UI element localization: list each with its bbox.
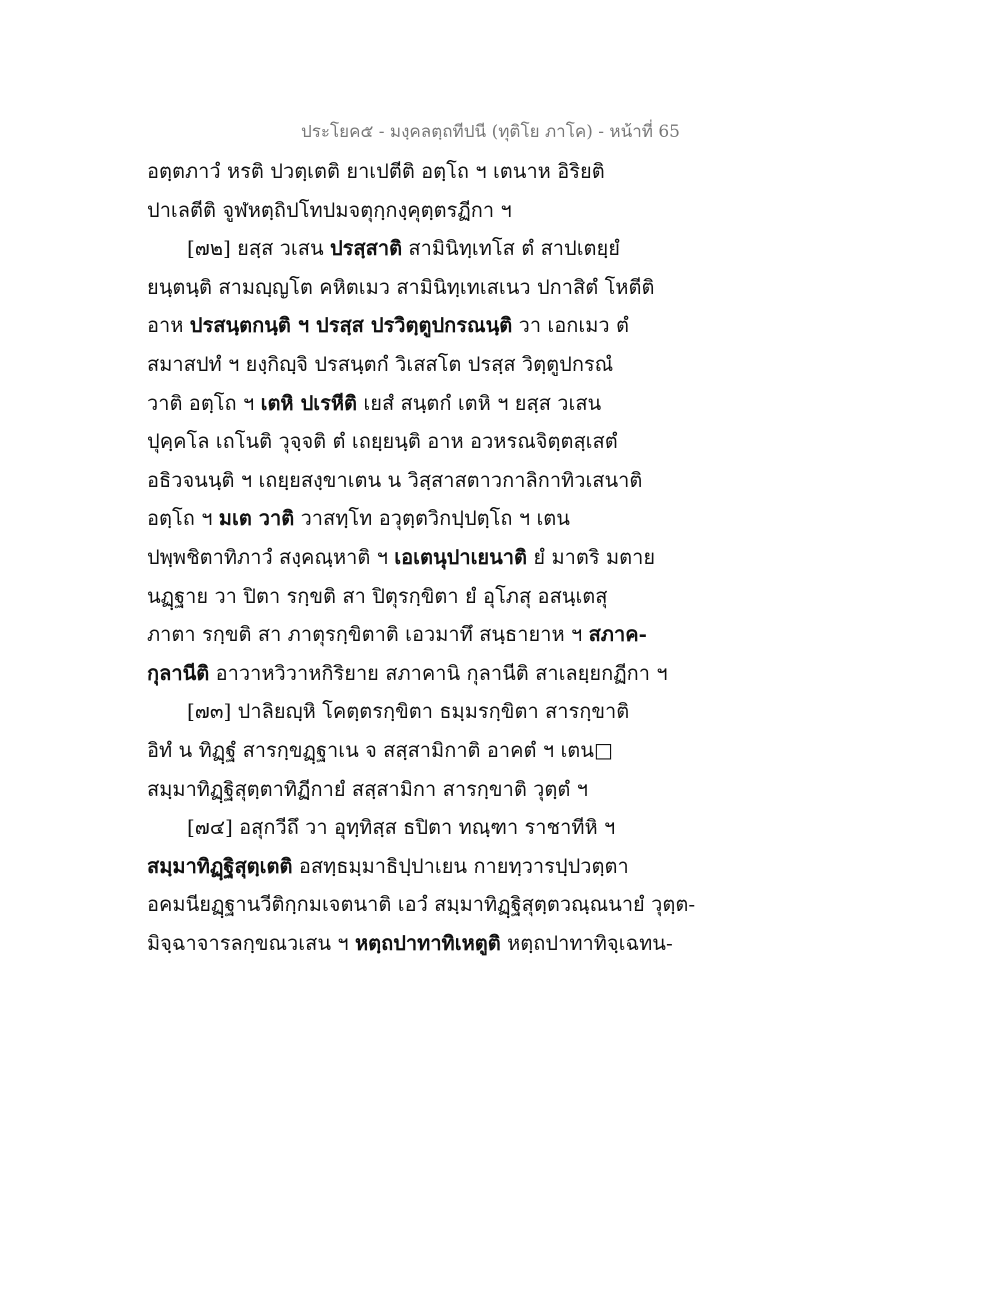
text-segment: วา เอกเมว ตํ — [512, 313, 629, 338]
text-segment: ปาเลตีติ จูฬหตฺถิปโทปมจตุกฺกงฺคุตฺตรฏีกา ฯ — [147, 197, 512, 222]
text-segment: ปพฺพชิตาทิภาวํ สงฺคณฺหาติ ฯ — [147, 544, 395, 569]
text-segment: อาห — [147, 313, 190, 338]
text-line — [147, 731, 657, 770]
text-line — [147, 577, 657, 616]
text-segment: สมาสปทํ ฯ ยงฺกิญฺจิ ปรสนฺตกํ วิเสสโต ปรสฺส วิตฺตูปกรณํ — [147, 351, 614, 376]
text-line — [147, 770, 657, 809]
bold-term: มเต วาติ — [218, 506, 295, 531]
running-header: ประโยค๕ - มงฺคลตฺถทีปนี (ทุติโย ภาโค) - หน้าที่ 65 — [300, 122, 680, 142]
text-segment: นฏฺฐาย วา ปิตา รกฺขติ สา ปิตุรกฺขิตา ยํ อุโภสุ อสนฺเตสุ — [147, 583, 608, 608]
text-segment: ภาตา รกฺขติ สา ภาตุรกฺขิตาติ เอวมาทึ สนฺธายาห ฯ — [147, 622, 589, 647]
text-line — [147, 692, 657, 731]
text-segment: อตฺตภาวํ หรติ ปวตฺเตติ ยาเปตีติ อตฺโถ ฯ เตนาห อิริยติ — [147, 159, 605, 183]
text-segment: อธิวจนนฺติ ฯ เถยฺยสงฺขาเตน น วิสฺสาสตาวกาลิกาทิวเสนาติ — [147, 467, 643, 492]
text-segment: อิทํ น ทิฏฺฐํ สารกฺขฏฺฐาเน จ สสฺสามิกาติ อาคตํ ฯ เตน□ — [147, 737, 613, 762]
text-line — [147, 191, 657, 230]
text-line — [147, 615, 657, 654]
text-segment: วาสทฺโท อวุตฺตวิกปฺปตฺโถ ฯ เตน — [294, 506, 570, 531]
text-segment: [๗๓] ปาลิยญฺหิ โคตฺตรกฺขิตา ธมฺมรกฺขิตา สารกฺขาติ — [187, 699, 630, 724]
text-line — [147, 422, 657, 461]
text-line — [147, 306, 657, 345]
bold-term: หตฺถปาทาทิเหตูติ — [354, 930, 501, 955]
text-line — [147, 847, 657, 886]
bold-term: เตหิ ปเรหีติ — [260, 390, 358, 415]
text-segment: ปุคฺคโล เถโนติ วุจฺจติ ตํ เถยฺยนฺติ อาห อวหรณจิตฺตสฺเสตํ — [147, 429, 618, 454]
text-line — [147, 461, 657, 500]
bold-term: สภาค- — [588, 622, 647, 647]
text-segment: [๗๒] ยสฺส วเสน — [187, 236, 330, 261]
text-line — [147, 885, 696, 924]
text-line — [147, 229, 657, 268]
text-line — [147, 345, 657, 384]
text-line — [147, 538, 657, 577]
text-line — [147, 499, 657, 538]
text-segment: สามินิทฺเทโส ตํ สาปเตยฺยํ — [402, 236, 620, 261]
text-segment: [๗๔] อสุกวีถึ วา อุทฺทิสฺส ธปิตา ทณฺฑา ราชาทีหิ ฯ — [187, 815, 616, 840]
text-segment: ยํ มาตริ มตาย — [527, 544, 656, 569]
text-segment: เยสํ สนฺตกํ เตหิ ฯ ยสฺส วเสน — [357, 390, 602, 415]
body-text — [147, 152, 696, 962]
text-segment: อาวาหวิวาหกิริยาย สภาคานิ กุลานีติ สาเลยฺยกฏีกา ฯ — [209, 660, 668, 685]
bold-term: ปรสฺสาติ — [329, 236, 403, 261]
text-line — [147, 808, 657, 847]
text-segment: มิจฺฉาจารลกฺขณวเสน ฯ — [147, 930, 355, 955]
text-line — [147, 924, 673, 963]
text-line — [147, 152, 657, 191]
bold-term: ปรสนฺตกนฺติ ฯ ปรสฺส ปรวิตฺตูปกรณนฺติ — [189, 313, 513, 338]
bold-term: เอเตนุปาเยนาติ — [394, 544, 528, 569]
text-line — [147, 268, 657, 307]
text-line — [147, 384, 657, 423]
text-segment: หตฺถปาทาทิจฺเฉทน- — [500, 930, 673, 955]
text-segment: วาติ อตฺโถ ฯ — [147, 390, 261, 415]
text-segment: อสทฺธมฺมาธิปฺปาเยน กายทฺวารปฺปวตฺตา — [292, 853, 629, 878]
text-line — [147, 654, 668, 693]
bold-term: สมฺมาทิฏฺฐิสุตฺเตติ — [147, 853, 293, 878]
text-segment: สมฺมาทิฏฺฐิสุตฺตาทิฏีกายํ สสฺสามิกา สารกฺขาติ วุตฺตํ ฯ — [147, 776, 588, 801]
text-segment: อคมนียฏฺฐานวีติกฺกมเจตนาติ เอวํ สมฺมาทิฏฺฐิสุตฺตวณฺณนายํ วุตฺต- — [147, 892, 696, 917]
bold-term: กุลานีติ — [147, 660, 210, 685]
text-segment: ยนฺตนฺติ สามญฺญโต คหิตเมว สามินิทฺเทเสเนว ปกาสิตํ โหตีติ — [147, 274, 655, 299]
text-segment: อตฺโถ ฯ — [147, 506, 219, 531]
